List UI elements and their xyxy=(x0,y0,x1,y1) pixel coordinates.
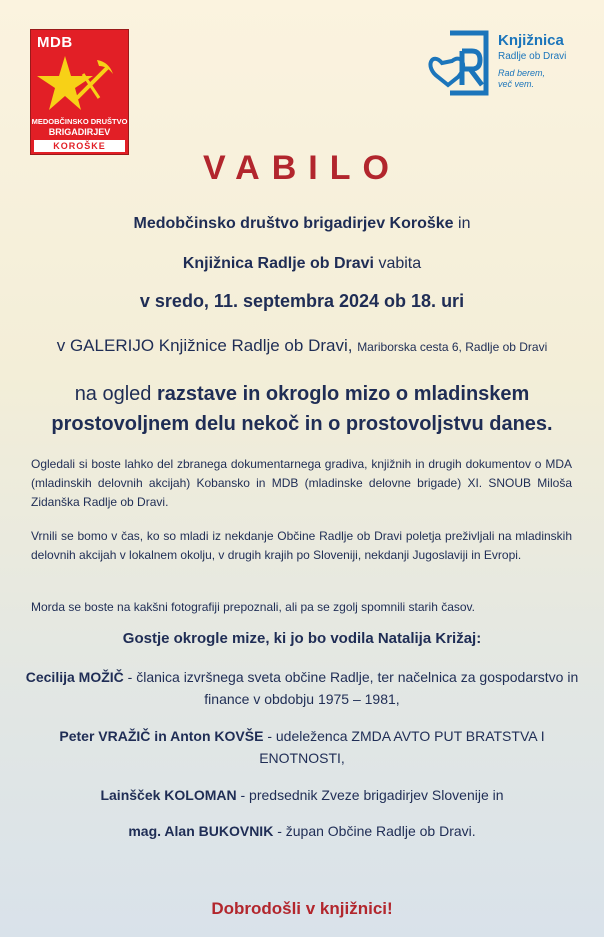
guest-name: Lainšček KOLOMAN xyxy=(100,787,237,803)
mdb-logo-abbr: MDB xyxy=(37,34,73,51)
guests-title: Gostje okrogle mize, ki jo bo vodila Natalija Križaj: xyxy=(122,630,482,647)
organizer-2: Knjižnica Radlje ob Dravi xyxy=(182,255,374,272)
event-venue xyxy=(20,336,584,356)
guest-desc: - predsednik Zveze brigadirjev Slovenije in xyxy=(236,787,504,803)
guest-name: Cecilija MOŽIČ xyxy=(25,669,124,685)
lead-part1: na ogled xyxy=(74,383,157,405)
guest-item xyxy=(20,725,584,769)
organizer-line-1 xyxy=(20,215,584,233)
organizer-1: Medobčinsko društvo brigadirjev Koroške xyxy=(133,215,454,232)
organizer-2-suffix: vabita xyxy=(374,255,422,272)
guest-desc: - udeleženca ZMDA AVTO PUT BRATSTVA I ENOTNOSTI, xyxy=(259,728,545,766)
paragraph-3: Morda se boste na kakšni fotografiji prepoznali, ali pa se zgolj spomnili starih časov. xyxy=(31,600,475,614)
guest-name: Peter VRAŽIČ in Anton KOVŠE xyxy=(59,728,264,744)
event-date: v sredo, 11. septembra 2024 ob 18. uri xyxy=(139,291,465,311)
mdb-logo xyxy=(30,29,129,155)
paragraph-2: Vrnili se bomo v čas, ko so mladi iz nekdanje Občine Radlje ob Dravi poletja preživljali na mladinskih delovnih akcijah v lokalnem okolju, v drugih krajih po Sloveniji, nekdanji Jugoslaviji in Evropi. xyxy=(31,529,572,562)
library-logo-slogan: Rad berem, več vem. xyxy=(498,68,546,89)
venue-main: v GALERIJO Knjižnice Radlje ob Dravi, xyxy=(56,336,358,355)
mdb-logo-line1: MEDOBČINSKO DRUŠTVO xyxy=(31,117,128,126)
event-lead xyxy=(20,379,584,439)
guest-item xyxy=(20,820,584,842)
guest-item xyxy=(20,666,584,710)
organizer-1-suffix: in xyxy=(453,215,471,232)
lead-bold: razstave in okroglo mizo o mladinskem prostovoljnem delu nekoč in o prostovoljstvu danes. xyxy=(51,383,553,435)
organizer-line-2 xyxy=(20,255,584,273)
mdb-logo-line3: KOROŠKE xyxy=(53,141,106,151)
guest-item xyxy=(20,784,584,806)
star-icon xyxy=(37,54,117,114)
paragraph-1: Ogledali si boste lahko del zbranega dokumentarnega gradiva, knjižnih in drugih dokumentov o MDA (mladinskih delovnih akcijah) Kobansko in MDB (mladinske delovne brigade) XI. SNOUB Miloša Zidanška Radlje ob Dravi. xyxy=(31,457,572,509)
mdb-logo-line2: BRIGADIRJEV xyxy=(48,127,111,137)
guest-desc: - članica izvršnega sveta občine Radlje, ter načelnica za gospodarstvo in finance v obdobju 1975 – 1981, xyxy=(123,669,579,707)
library-logo xyxy=(428,29,578,101)
guest-name: mag. Alan BUKOVNIK xyxy=(128,823,274,839)
welcome-message: Dobrodošli v knjižnici! xyxy=(211,899,393,918)
library-r-heart-icon xyxy=(428,29,492,101)
page-title: VABILO xyxy=(203,149,401,187)
guest-desc: - župan Občine Radlje ob Dravi. xyxy=(273,823,476,839)
venue-address: Mariborska cesta 6, Radlje ob Dravi xyxy=(357,340,548,354)
library-logo-place: Radlje ob Dravi xyxy=(498,51,567,62)
library-logo-name: Knjižnica xyxy=(498,32,564,49)
